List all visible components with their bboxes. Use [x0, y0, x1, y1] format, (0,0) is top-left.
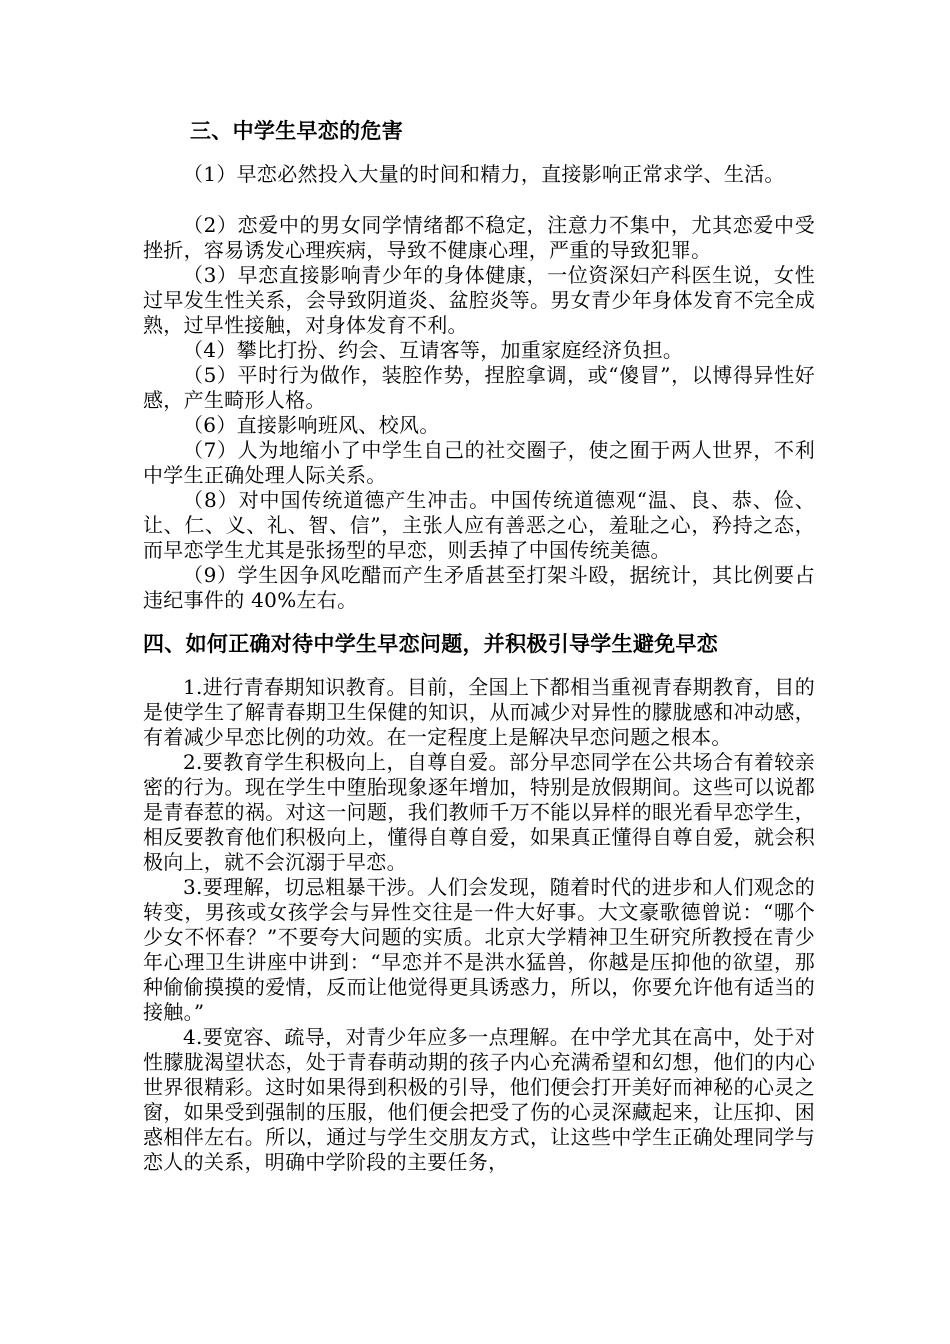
section-3-item-7: （7）人为地缩小了中学生自己的社交圈子，使之囿于两人世界，不利中学生正确处理人际关系。 [143, 438, 815, 487]
section-4-item-2: 2.要教育学生积极向上，自尊自爱。部分早恋同学在公共场合有着较亲密的行为。现在学生中堕胎现象逐年增加，特别是放假期间。这些可以说都是青春惹的祸。对这一问题，我们教师千万不能以异样的眼光看早恋学生，相反要教育他们积极向上，懂得自尊自爱，如果真正懂得自尊自爱，就会积极向上，就不会沉溺于早恋。 [143, 750, 815, 874]
section-4-item-1: 1.进行青春期知识教育。目前，全国上下都相当重视青春期教育，目的是使学生了解青春期卫生保健的知识，从而减少对异性的朦胧感和冲动感，有着减少早恋比例的功效。在一定程度上是解决早恋问题之根本。 [143, 675, 815, 749]
section-3-item-8: （8）对中国传统道德产生冲击。中国传统道德观“温、良、恭、俭、让、仁、义、礼、智、信”，主张人应有善恶之心，羞耻之心，矜持之态，而早恋学生尤其是张扬型的早恋，则丢掉了中国传统美德。 [143, 488, 815, 562]
section-3-item-2: （2）恋爱中的男女同学情绪都不稳定，注意力不集中，尤其恋爱中受挫折，容易诱发心理疾病，导致不健康心理，严重的导致犯罪。 [143, 213, 815, 262]
section-3-item-1: （1）早恋必然投入大量的时间和精力，直接影响正常求学、生活。 [183, 162, 785, 186]
document-page [143, 118, 815, 1175]
section-3-item-6: （6）直接影响班风、校风。 [183, 413, 440, 437]
section-3-item-3: （3）早恋直接影响青少年的身体健康，一位资深妇产科医生说，女性过早发生性关系，会导致阴道炎、盆腔炎等。男女青少年身体发育不完全成熟，过早性接触，对身体发育不利。 [143, 263, 815, 337]
section-4-heading: 四、如何正确对待中学生早恋问题，并积极引导学生避免早恋 [143, 632, 719, 656]
section-3-item-4: （4）攀比打扮、约会、互请客等，加重家庭经济负担。 [183, 338, 684, 362]
section-3-item-9: （9）学生因争风吃醋而产生矛盾甚至打架斗殴，据统计，其比例要占违纪事件的 40%左右。 [143, 563, 815, 612]
section-3-item-5: （5）平时行为做作，装腔作势，捏腔拿调，或“傻冒”，以博得异性好感，产生畸形人格。 [143, 363, 815, 412]
section-3-heading: 三、中学生早恋的危害 [190, 119, 403, 143]
section-4-item-3: 3.要理解，切忌粗暴干涉。人们会发现，随着时代的进步和人们观念的转变，男孩或女孩学会与异性交往是一件大好事。大文豪歌德曾说：“哪个少女不怀春？”不要夸大问题的实质。北京大学精神卫生研究所教授在青少年心理卫生讲座中讲到：“早恋并不是洪水猛兽，你越是压抑他的欲望，那种偷偷摸摸的爱情，反而让他觉得更具诱惑力，所以，你要允许他有适当的接触。” [143, 875, 815, 1024]
section-4-item-4: 4.要宽容、疏导，对青少年应多一点理解。在中学尤其在高中，处于对性朦胧渴望状态，处于青春萌动期的孩子内心充满希望和幻想，他们的内心世界很精彩。这时如果得到积极的引导，他们便会打开美好而神秘的心灵之窗，如果受到强制的压服，他们便会把受了伤的心灵深藏起来，让压抑、困惑相伴左右。所以，通过与学生交朋友方式，让这些中学生正确处理同学与恋人的关系，明确中学阶段的主要任务， [143, 1025, 815, 1174]
